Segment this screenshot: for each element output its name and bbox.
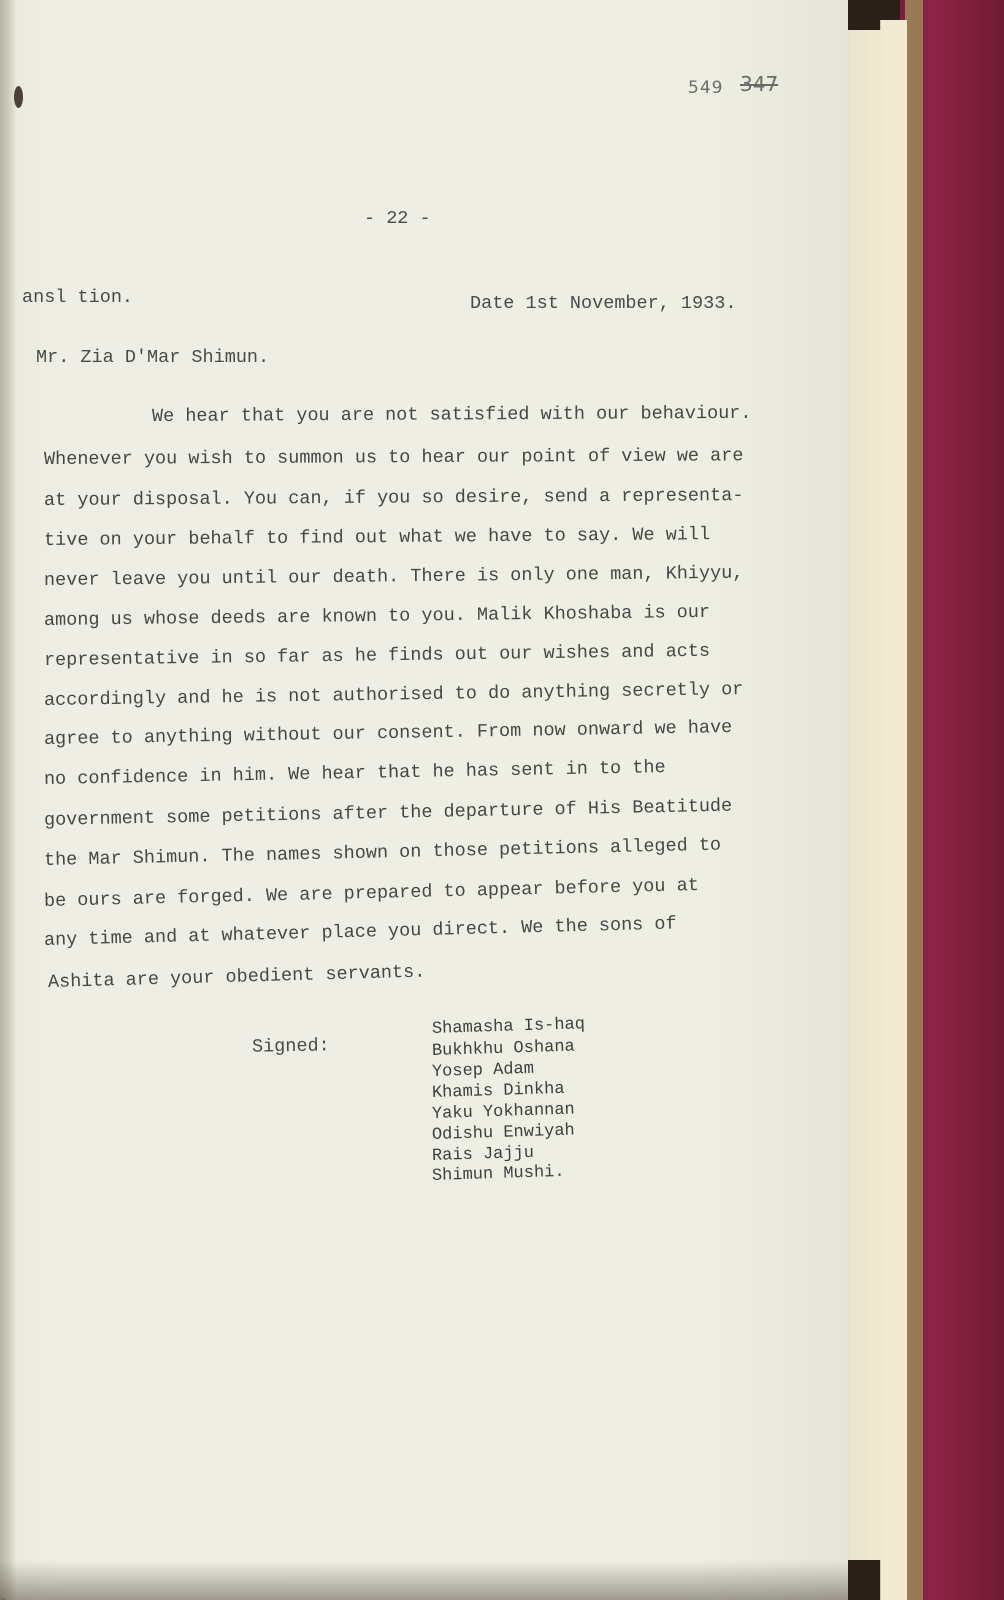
- signatory-name: Odishu Enwiyah: [431, 1121, 576, 1145]
- body-line: at your disposal. You can, if you so desire, send a representa-: [43, 485, 744, 511]
- body-line: any time and at whatever place you direct. We the sons of: [43, 913, 677, 951]
- addressee: Mr. Zia D'Mar Shimun.: [36, 347, 270, 368]
- signed-label: Signed:: [251, 1035, 330, 1058]
- body-line: be ours are forged. We are prepared to appear before you at: [43, 874, 700, 912]
- body-line: Whenever you wish to summon us to hear our point of view we are: [43, 445, 744, 470]
- signatory-name: Yosep Adam: [431, 1059, 535, 1082]
- body-line: Ashita are your obedient servants.: [47, 961, 426, 993]
- signatory-name: Khamis Dinkha: [431, 1079, 565, 1103]
- folio-number: 549: [688, 78, 724, 98]
- body-line: no confidence in him. We hear that he has sent in to the: [43, 757, 666, 790]
- punch-hole: [14, 86, 23, 108]
- body-line: tive on your behalf to find out what we have to say. We will: [43, 524, 711, 551]
- signatory-name: Rais Jajju: [431, 1143, 535, 1166]
- signatory-name: Shimun Mushi.: [431, 1162, 565, 1186]
- page-number: - 22 -: [364, 208, 431, 229]
- signatory-name: Yaku Yokhannan: [431, 1100, 576, 1124]
- folio-number-struck: 347: [740, 72, 779, 96]
- body-line: accordingly and he is not authorised to do anything secretly or: [43, 679, 744, 711]
- signatory-name: Shamasha Is-haq: [431, 1015, 586, 1039]
- page-shadow: [0, 1560, 848, 1600]
- body-line: agree to anything without our consent. From now onward we have: [43, 716, 733, 750]
- gutter-shadow: [0, 0, 16, 1600]
- page-edge: [880, 20, 907, 1600]
- binding-edge: [905, 0, 923, 1600]
- heading: ansl tion.: [22, 287, 134, 308]
- body-line: the Mar Shimun. The names shown on those petitions alleged to: [43, 834, 722, 871]
- body-line: among us whose deeds are known to you. Malik Khoshaba is our: [43, 601, 711, 631]
- signatory-name: Bukhkhu Oshana: [431, 1037, 576, 1061]
- body-line: government some petitions after the departure of His Beatitude: [43, 795, 733, 831]
- body-line: representative in so far as he finds out our wishes and acts: [43, 640, 711, 671]
- body-line: never leave you until our death. There is only one man, Khiyyu,: [43, 562, 744, 591]
- date-line: Date 1st November, 1933.: [470, 293, 737, 314]
- body-line: We hear that you are not satisfied with our behaviour.: [151, 402, 752, 427]
